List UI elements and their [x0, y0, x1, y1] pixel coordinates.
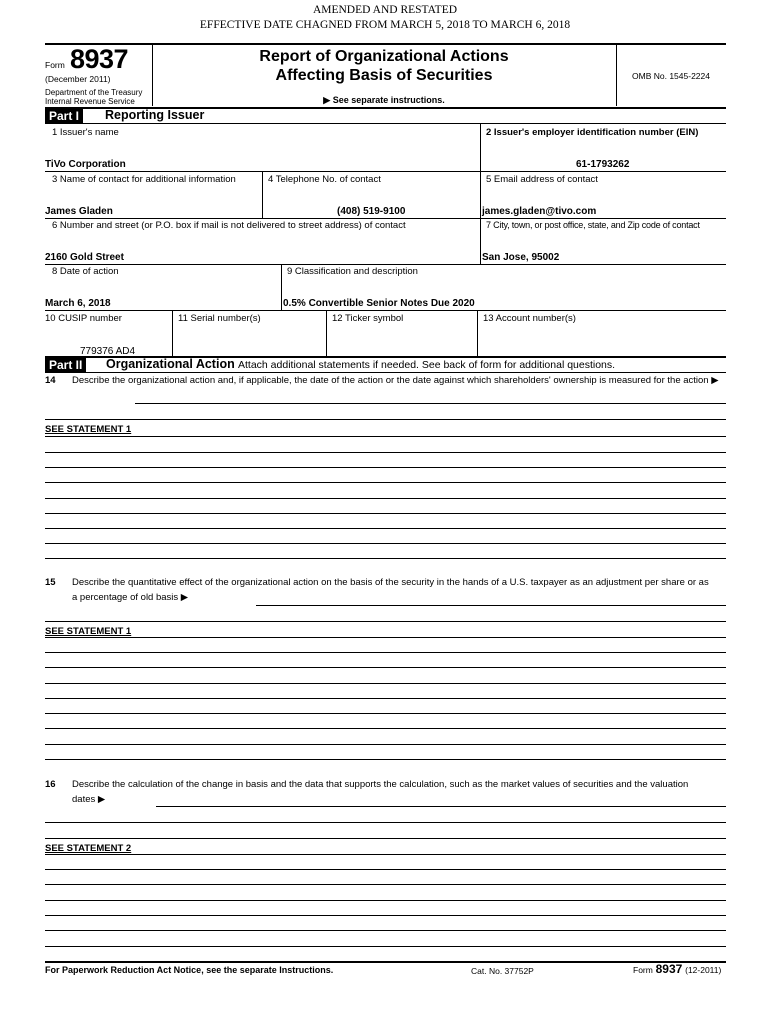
q15-rule: [45, 621, 726, 622]
q14-rule: [45, 436, 726, 437]
row5-divider-a: [172, 310, 173, 357]
q16-rule: [45, 930, 726, 931]
field-13-label: 13 Account number(s): [483, 313, 576, 324]
dept-line-1: Department of the Treasury: [45, 88, 143, 97]
q15-rule: [45, 759, 726, 760]
q15-answer-line: [256, 605, 726, 606]
q14-rule: [45, 528, 726, 529]
q16-rule: [45, 869, 726, 870]
part2-label: Part II: [45, 358, 86, 372]
field-12-label: 12 Ticker symbol: [332, 313, 404, 324]
row1-divider: [480, 123, 481, 171]
q16-rule: [45, 946, 726, 947]
q14-answer-line: [135, 403, 726, 404]
row3-divider: [480, 218, 481, 264]
q15-rule: [45, 652, 726, 653]
q14-rule: [45, 498, 726, 499]
q16-text: Describe the calculation of the change in basis and the data that supports the calculation, such as the market values of securities and the valuation dates ▶: [72, 779, 689, 805]
contact-name[interactable]: James Gladen: [45, 206, 113, 217]
footer-cat: Cat. No. 37752P: [471, 966, 534, 976]
row5-divider-b: [326, 310, 327, 357]
issuer-ein[interactable]: 61-1793262: [576, 159, 630, 170]
field-3-label: 3 Name of contact for additional information: [52, 174, 236, 185]
field-10-label: 10 CUSIP number: [45, 313, 122, 324]
part2-title: Organizational Action: [106, 357, 235, 371]
q16-number: 16: [45, 779, 56, 790]
field-6-label: 6 Number and street (or P.O. box if mail is not delivered to street address) of contact: [52, 220, 406, 231]
q14-statement[interactable]: SEE STATEMENT 1: [45, 424, 132, 435]
row4-bottom-rule: [45, 310, 726, 311]
q16-rule: [45, 900, 726, 901]
omb-number: OMB No. 1545-2224: [632, 71, 710, 81]
row2-divider-b: [480, 171, 481, 218]
q15-number: 15: [45, 577, 56, 588]
footer-form-word: Form: [633, 965, 653, 975]
dept-line-2: Internal Revenue Service: [45, 97, 135, 106]
field-8-label: 8 Date of action: [52, 266, 119, 277]
form-revision: (December 2011): [45, 74, 111, 84]
part1-under-rule: [45, 123, 726, 124]
cusip-number[interactable]: 779376 AD4: [80, 346, 136, 357]
row2-bottom-rule: [45, 218, 726, 219]
row3-bottom-rule: [45, 264, 726, 265]
field-5-label: 5 Email address of contact: [486, 174, 598, 185]
q14-rule: [45, 482, 726, 483]
q14-rule: [45, 513, 726, 514]
contact-city[interactable]: San Jose, 95002: [482, 252, 560, 263]
form-title-1: Report of Organizational Actions: [259, 48, 509, 65]
row2-divider-a: [262, 171, 263, 218]
amended-line-2: EFFECTIVE DATE CHAGNED FROM MARCH 5, 2018 TO MARCH 6, 2018: [199, 19, 571, 31]
q15-rule: [45, 683, 726, 684]
q15-rule: [45, 713, 726, 714]
form-title-2: Affecting Basis of Securities: [275, 67, 493, 84]
q16-statement[interactable]: SEE STATEMENT 2: [45, 843, 132, 854]
date-of-action[interactable]: March 6, 2018: [45, 298, 111, 309]
classification-description[interactable]: 0.5% Convertible Senior Notes Due 2020: [283, 298, 475, 309]
issuer-name[interactable]: TiVo Corporation: [45, 159, 126, 170]
q15-statement[interactable]: SEE STATEMENT 1: [45, 626, 132, 637]
q14-text: Describe the organizational action and, if applicable, the date of the action or the date against which shareholders' ownership is measured for the action ▶: [72, 375, 719, 386]
footer-form-number: 8937: [655, 962, 683, 976]
q16-rule: [45, 822, 726, 823]
footer-rule: [45, 961, 726, 963]
field-4-label: 4 Telephone No. of contact: [268, 174, 381, 185]
field-7-label: 7 City, town, or post office, state, and Zip code of contact: [486, 220, 700, 230]
q14-rule: [45, 543, 726, 544]
q15-rule: [45, 667, 726, 668]
q16-rule: [45, 838, 726, 839]
q15-rule: [45, 698, 726, 699]
contact-email[interactable]: james.gladen@tivo.com: [482, 206, 597, 217]
contact-phone[interactable]: (408) 519-9100: [337, 206, 406, 217]
q16-rule: [45, 854, 726, 855]
q16-rule: [45, 915, 726, 916]
contact-street[interactable]: 2160 Gold Street: [45, 252, 124, 263]
row1-bottom-rule: [45, 171, 726, 172]
part1-label: Part I: [45, 109, 83, 123]
field-2-label: 2 Issuer's employer identification number (EIN): [486, 127, 699, 138]
q15-text: Describe the quantitative effect of the organizational action on the basis of the security in the hands of a U.S. taxpayer as an adjustment per share or as a percentage of old basis ▶: [72, 577, 709, 603]
q14-rule: [45, 467, 726, 468]
q14-rule: [45, 419, 726, 420]
q14-number: 14: [45, 375, 56, 386]
q14-rule: [45, 558, 726, 559]
form-number: 8937: [70, 44, 129, 74]
q16-rule: [45, 884, 726, 885]
q15-rule: [45, 744, 726, 745]
part2-subtitle: Attach additional statements if needed. See back of form for additional questions.: [238, 359, 616, 371]
footer-form: [633, 962, 721, 976]
q16-answer-line: [156, 806, 726, 807]
amended-line-1: AMENDED AND RESTATED: [312, 4, 458, 16]
header-top-rule: [45, 43, 726, 45]
field-1-label: 1 Issuer's name: [52, 127, 119, 138]
q15-rule: [45, 728, 726, 729]
row4-divider: [281, 264, 282, 310]
row5-divider-c: [477, 310, 478, 357]
q15-rule: [45, 637, 726, 638]
form-word: Form: [45, 60, 65, 70]
footer-form-revision: (12-2011): [685, 965, 722, 975]
q14-rule: [45, 452, 726, 453]
see-instructions: ▶ See separate instructions.: [323, 95, 445, 105]
footer-notice: For Paperwork Reduction Act Notice, see the separate Instructions.: [45, 965, 334, 975]
field-11-label: 11 Serial number(s): [178, 313, 261, 324]
field-9-label: 9 Classification and description: [287, 266, 418, 277]
part1-title: Reporting Issuer: [105, 108, 205, 122]
